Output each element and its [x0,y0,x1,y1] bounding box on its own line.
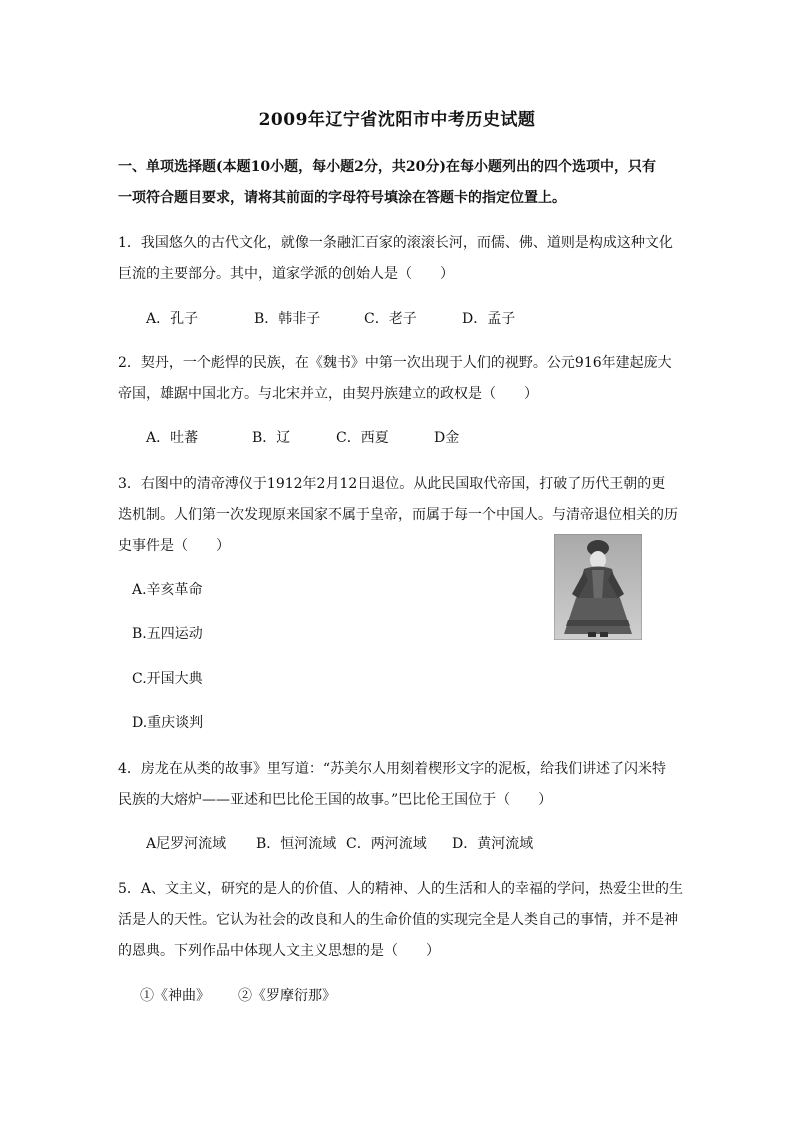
question-2-option-c: C．西夏 [336,430,389,446]
puyi-portrait-image [554,534,642,640]
question-4-option-a: A尼罗河流域 [146,836,227,852]
question-2-option-a: A．吐蕃 [146,430,199,446]
question-1-line-1: 1．我国悠久的古代文化，就像一条融汇百家的滚滚长河，而儒、佛、道则是构成这种文化 [118,235,673,251]
question-1-option-c: C．老子 [364,311,417,327]
question-5-line-3: 的恩典。下列作品中体现人文主义思想的是（ ） [118,943,440,959]
question-1-option-d: D．孟子 [462,311,516,327]
question-3-option-a: A.辛亥革命 [132,582,203,598]
question-4-line-2: 民族的大熔炉——亚述和巴比伦王国的故事。”巴比伦王国位于（ ） [118,792,553,808]
question-3-line-1: 3．右图中的清帝溥仪于1912年2月12日退位。从此民国取代帝国，打破了历代王朝的更 [118,476,666,492]
question-3-line-3: 史事件是（ ） [118,538,230,554]
question-2-option-b: B．辽 [252,430,291,446]
question-2-line-1: 2．契丹，一个彪悍的民族，在《魏书》中第一次出现于人们的视野。公元916年建起庞大 [118,355,672,371]
question-5-option-2: ②《罗摩衍那》 [238,988,336,1004]
question-2-option-d: D金 [434,430,460,446]
question-5-line-2: 活是人的天性。它认为社会的改良和人的生命价值的实现完全是人类自己的事情，并不是神 [118,912,678,928]
question-4-option-c: C．两河流域 [346,836,427,852]
question-3-option-d: D.重庆谈判 [132,715,204,731]
question-4-option-b: B．恒河流域 [256,836,337,852]
question-4-option-d: D．黄河流域 [452,836,534,852]
question-3-option-b: B.五四运动 [132,626,203,642]
question-3-line-2: 迭机制。人们第一次发现原来国家不属于皇帝，而属于每一个中国人。与清帝退位相关的历 [118,507,678,523]
question-5-option-1: ①《神曲》 [140,988,210,1004]
section-instructions-line-1: 一、单项选择题(本题10小题，每小题2分，共20分)在每小题列出的四个选项中，只有 [118,159,656,175]
question-1-option-b: B．韩非子 [254,311,321,327]
question-5-line-1: 5．A、文主义，研究的是人的价值、人的精神、人的生活和人的幸福的学问，热爱尘世的生 [118,881,684,897]
question-1-option-a: A．孔子 [146,311,199,327]
section-instructions-line-2: 一项符合题目要求，请将其前面的字母符号填涂在答题卡的指定位置上。 [118,190,566,206]
page-title: 2009年辽宁省沈阳市中考历史试题 [258,110,536,130]
question-1-line-2: 巨流的主要部分。其中，道家学派的创始人是（ ） [118,266,454,282]
question-2-line-2: 帝国，雄踞中国北方。与北宋并立，由契丹族建立的政权是（ ） [118,386,538,402]
question-4-line-1: 4．房龙在从类的故事》里写道：“苏美尔人用刻着楔形文字的泥板，给我们讲述了闪米特 [118,761,667,777]
question-3-option-c: C.开国大典 [132,671,203,687]
